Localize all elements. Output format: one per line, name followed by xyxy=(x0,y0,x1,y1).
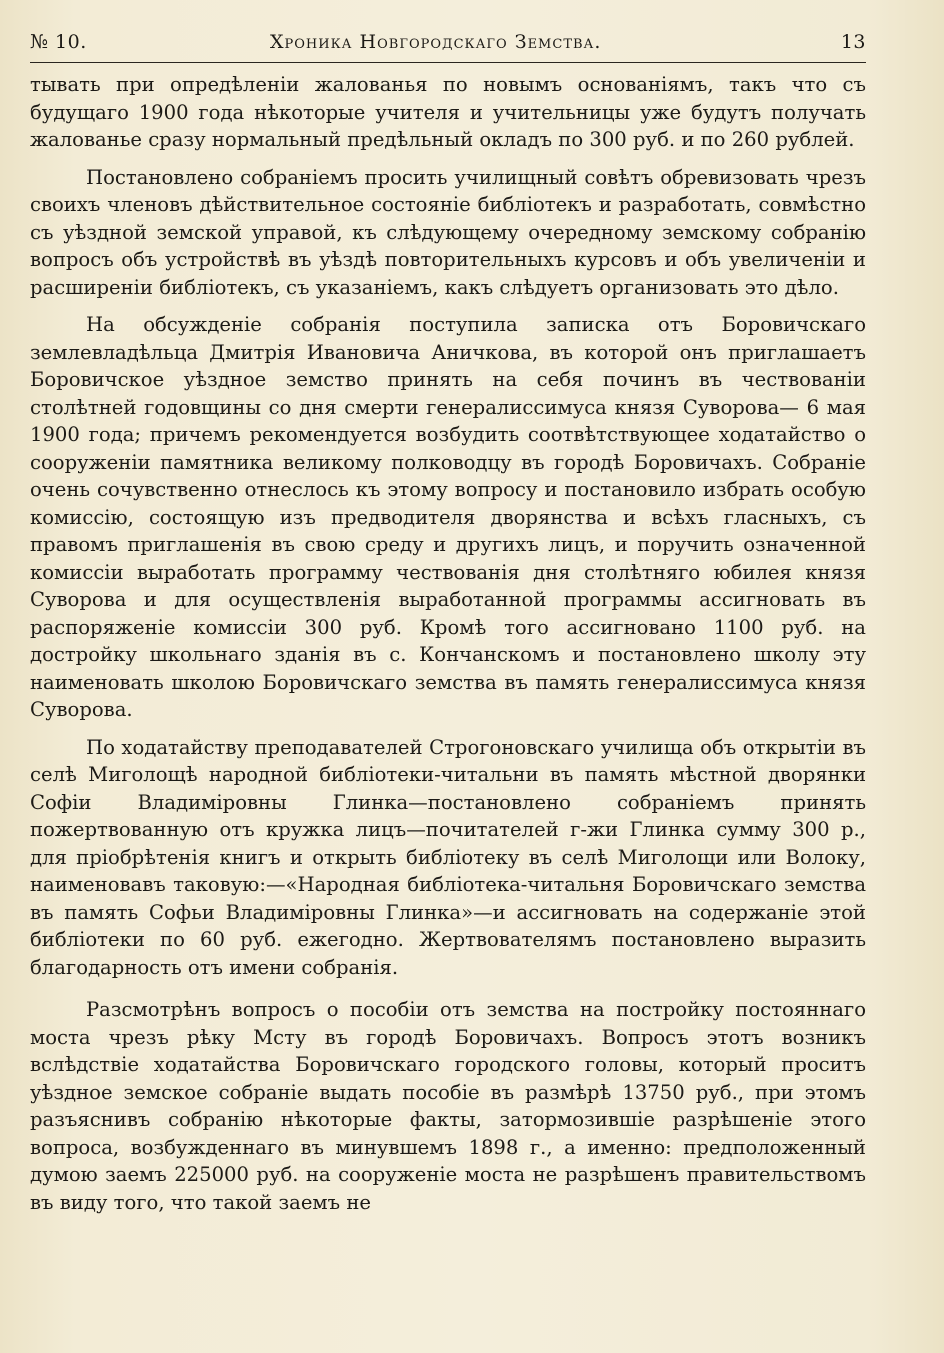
header-rule xyxy=(30,62,866,63)
body-text xyxy=(30,71,866,1216)
paragraph-reading-room: По ходатайству преподавателей Строгоновскаго училища объ открытіи въ селѣ Миголощѣ народной библіотеки-читальни въ память мѣстной дворянки Софіи Владиміровны Глинка—постановлено собраніемъ принять пожертвованную отъ кружка лицъ—почитателей г-жи Глинка сумму 300 р., для пріобрѣтенія книгъ и открыть библіотеку въ селѣ Миголощи или Волоку, наименовавъ таковую:—«Народная библіотека-читальня Боровичскаго земства въ память Софьи Владиміровны Глинка»—и ассигновать на содержаніе этой библіотеки по 60 руб. ежегодно. Жертвователямъ постановлено выразить благодарность отъ имени собранія. xyxy=(30,735,866,979)
issue-number: № 10. xyxy=(30,31,87,53)
page-number: 13 xyxy=(840,31,866,53)
paragraph-library-revision: Постановлено собраніемъ просить училищный совѣтъ обревизовать чрезъ своихъ членовъ дѣйствительное состояніе библіотекъ и разработать, совмѣстно съ уѣздной земской управой, къ слѣдующему очередному земскому собранію вопросъ объ устройствѣ въ уѣздѣ повторительныхъ курсовъ и объ увеличеніи и расширеніи библіотекъ, съ указаніемъ, какъ слѣдуетъ организовать это дѣло. xyxy=(30,165,866,299)
running-header xyxy=(30,28,866,58)
journal-title: Хроника Новгородскаго Земства. xyxy=(270,31,602,53)
paragraph-continuation: тывать при опредѣленіи жалованья по новымъ основаніямъ, такъ что съ будущаго 1900 года нѣкоторые учителя и учительницы уже будутъ получать жалованье сразу нормальный предѣльный окладъ по 300 руб. и по 260 рублей. xyxy=(30,73,866,151)
paragraph-suvorov-jubilee: На обсужденіе собранія поступила записка отъ Боровичскаго землевладѣльца Дмитрія Ивановича Аничкова, въ которой онъ приглашаетъ Боровичское уѣздное земство принять на себя починъ въ чествованіи столѣтней годовщины со дня смерти генералиссимуса князя Суворова— 6 мая 1900 года; причемъ рекомендуется возбудить соотвѣтствующее ходатайство о сооруженіи памятника великому полководцу въ городѣ Боровичахъ. Собраніе очень сочувственно отнеслось къ этому вопросу и постановило избрать особую комиссію, состоящую изъ предводителя дворянства и всѣхъ гласныхъ, съ правомъ приглашенія въ свою среду и другихъ лицъ, и поручить означенной комиссіи выработать программу чествованія дня столѣтняго юбилея князя Суворова и для осуществленія выработанной программы ассигновать въ распоряженіе комиссіи 300 руб. Кромѣ того ассигновано 1100 руб. на достройку школьнаго зданія въ с. Кончанскомъ и постановлено школу эту наименовать школою Боровичскаго земства въ память генералиссимуса князя Суворова. xyxy=(30,313,866,721)
paragraph-msta-bridge: Разсмотрѣнъ вопросъ о пособіи отъ земства на постройку постояннаго моста чрезъ рѣку Мсту въ городѣ Боровичахъ. Вопросъ этотъ возникъ вслѣдствіе ходатайства Боровичскаго городского головы, который проситъ уѣздное земское собраніе выдать пособіе въ размѣрѣ 13750 руб., при этомъ разъяснивъ собранію нѣкоторые факты, затормозившіе разрѣшеніе этого вопроса, возбужденнаго въ минувшемъ 1898 г., а именно: предположенный думою заемъ 225000 руб. на сооруженіе моста не разрѣшенъ правительствомъ въ виду того, что такой заемъ не xyxy=(30,998,866,1214)
